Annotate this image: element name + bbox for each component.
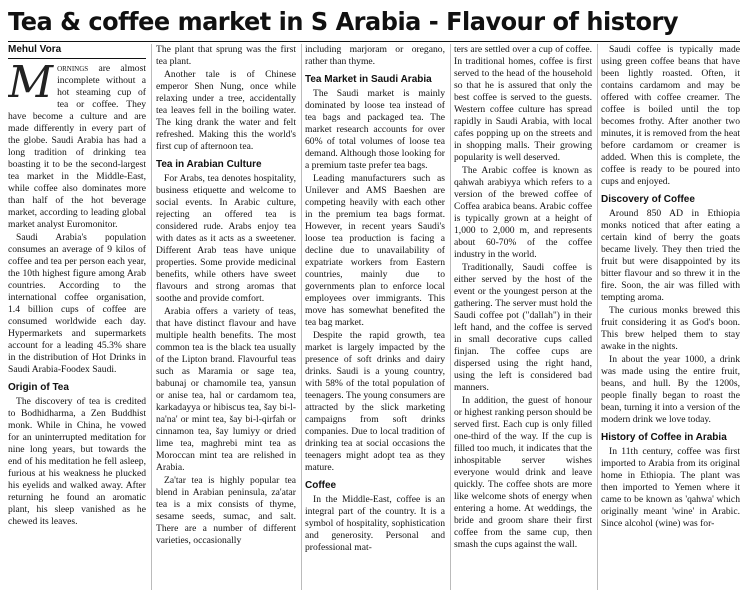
paragraph: Saudi coffee is typically made using green coffee beans that have been lightly roasted. Often, it contains cardamom and may be offered with coffee creamer. The coffee is boiled until the top becomes frothy. After another two minutes, it is removed from the heat before cardamom or creamer is added. When this is complete, the coffee is ready to be poured into cups and enjoyed. xyxy=(601,44,740,187)
subhead-tea-market-in-saudi-arabia: Tea Market in Saudi Arabia xyxy=(305,74,432,85)
column-4 xyxy=(454,44,592,590)
paragraph: The curious monks brewed this fruit considering it as God's boon. This brew helped them to stay awake in the nights. xyxy=(601,305,740,352)
column-2 xyxy=(156,44,296,590)
paragraph: Za'tar tea is highly popular tea blend in Arabian peninsula, za'atar tea is a mix consists of thyme, sesame seeds, sumac, and salt. There are a number of different varieties, occasionally xyxy=(156,475,296,546)
lead-paragraph xyxy=(8,57,146,231)
column-divider xyxy=(301,44,302,590)
subhead-history-of-coffee-in-arabia: History of Coffee in Arabia xyxy=(601,432,727,443)
paragraph: In addition, the guest of honour or highest ranking person should be served first. Each cup is only filled one-third of the way. If the cup is filled too much, it indicates that the inhospitable server wishes everyone would drink and leave quickly. The coffee shots are more like welcome shots of energy when entering a home. At weddings, the bride and groom share their first coffee from the same cup, then smash the cups against the wall. xyxy=(454,395,592,550)
subhead-tea-in-arabian-culture: Tea in Arabian Culture xyxy=(156,159,262,170)
paragraph: Another tale is of Chinese emperor Shen Nung, once while relaxing under a tree, accidentally tea leaves fell in the boiling water. The king drank the water and felt refreshed. Making this the world's first cup of afternoon tea. xyxy=(156,69,296,152)
paragraph: Traditionally, Saudi coffee is either served by the host of the event or the youngest person at the gathering. The server must hold the Saudi coffee pot ("dallah") in their left hand, and the coffee is served in small decorative cups called finjan. The coffee cups are dispersed using the right hand, using the left is considered bad manners. xyxy=(454,262,592,393)
paragraph: In 11th century, coffee was first imported to Arabia from its original home in Ethiopia. The plant was then imported to Yemen where it came to be known as 'qahwa' which originally meant 'wine' in Arabic. Since alcohol (wine) was for- xyxy=(601,446,740,529)
paragraph: In the Middle-East, coffee is an integral part of the country. It is a symbol of hospitality, sophistication and generosity. Personal and professional mat- xyxy=(305,494,445,553)
paragraph: including marjoram or oregano, rather than thyme. xyxy=(305,44,445,67)
paragraph: The discovery of tea is credited to Bodhidharma, a Zen Buddhist monk. While in China, he vowed for an uninterrupted meditation for nine long years, but towards the end of his meditation he fell asleep, furious at his weakness he plucked his eyelids and walked away. After returning he found an aromatic plant, his sleep vanished as he chewed its leaves. xyxy=(8,396,146,527)
lead-word: ornings xyxy=(57,63,89,74)
column-divider xyxy=(597,44,598,590)
paragraph: In about the year 1000, a drink was made using the entire fruit, beans, and hull. By the 1200s, people finally began to roast the bean, turning it into a version of the modern drink we love today. xyxy=(601,354,740,425)
paragraph: Leading manufacturers such as Unilever and AMS Baeshen are competing heavily with each other in the premium tea bags format. However, in recent years Saudi's loose tea production is facing a decline due to unavailability of expatriate workers from Eastern countries, mainly due to governments plan to enforce local employees over immigrants. This move has somewhat benefited the tea bag market. xyxy=(305,173,445,328)
column-5 xyxy=(601,44,740,590)
drop-cap: M xyxy=(8,57,54,108)
paragraph: The Arabic coffee is known as qahwah arabiyya which refers to a version of the brewed coffee of Coffea arabica beans. Arabic coffee is typically grown at a height of 1,000 to 2,000 m, and represents about 60-70% of the coffee industry in the world. xyxy=(454,165,592,260)
column-divider xyxy=(151,44,152,590)
paragraph: Despite the rapid growth, tea market is largely impacted by the presence of soft drinks and dairy drinks. Saudi is a young country, with 58% of the total population of teenagers. The young consumers are attracted by the slick marketing campaigns from soft drinks companies. Due to local tradition of drinking tea at social occasions the teenagers might adopt tea as they mature. xyxy=(305,330,445,473)
headline: Tea & coffee market in S Arabia - Flavour of history xyxy=(8,7,679,36)
subhead-discovery-of-coffee: Discovery of Coffee xyxy=(601,194,695,205)
paragraph: For Arabs, tea denotes hospitality, business etiquette and welcome to social events. In Arabic culture, rejecting an offered tea is considered rude. Arabs enjoy tea with dates as it acts as a sweetener. Different Arab teas have unique properties. Some provide medicinal benefits, while others have sweet flavours and strong aromas that soothe and provide comfort. xyxy=(156,173,296,304)
headline-rule xyxy=(8,41,740,42)
paragraph: The Saudi market is mainly dominated by loose tea instead of tea bags and packaged tea. The market research accounts for over 60% of total volumes of loose tea demand. Although those looking for a premium taste prefer tea bags. xyxy=(305,88,445,171)
lead-text: are almost incomplete without a hot steaming cup of tea or coffee. They have become a culture and are made differently in every part of the globe. Saudi Arabia has had a long tradition of drinking tea boasting it to be the second-largest tea market in the Middle-East, while coffee also dominates more than half of the hot beverage market, according to leading global market analyst Euromonitor. xyxy=(8,63,146,230)
paragraph: The plant that sprung was the first tea plant. xyxy=(156,44,296,67)
paragraph: ters are settled over a cup of coffee. In traditional homes, coffee is first served to the head of the household so that he is assured that only the best coffee is served to the guests. Western coffee culture has spread rapidly in Saudi Arabia, with local cafes popping up on the streets and in shopping malls. Their growing popularity is well deserved. xyxy=(454,44,592,163)
column-divider xyxy=(450,44,451,590)
subhead-origin-of-tea: Origin of Tea xyxy=(8,382,69,393)
paragraph: Around 850 AD in Ethiopia monks noticed that after eating a certain kind of berry the goats became lively. They then tried the fruit but were disappointed by its bitter flavour and so threw it in the fire. Soon, the air was filled with tempting aroma. xyxy=(601,208,740,303)
byline: Mehul Vora xyxy=(8,44,146,59)
subhead-coffee: Coffee xyxy=(305,480,337,491)
column-1 xyxy=(8,44,146,590)
column-3 xyxy=(305,44,445,590)
paragraph: Arabia offers a variety of teas, that have distinct flavour and have multiple health benefits. The most common tea is the black tea usually of the Lipton brand. Flavourful teas such as Maramia or sage tea, babunaj or chamomile tea, yansun or anise tea, hal or cardamom tea, karkadayya or hibiscus tea, šay bi-l-na'na' or mint tea, šay bi-l-qirfah or cinnamon tea, šay lumiyy or dried lime tea, maghrebi mint tea as Moroccan mint tea are relished in Arabia. xyxy=(156,306,296,473)
paragraph: Saudi Arabia's population consumes an average of 9 kilos of coffee and tea per person each year, the 10th highest figure among Arab countries. According to the international coffee organisation, 1.4 billion cups of coffee are consumed worldwide each day. Hypermarkets and supermarkets account for a leading 45.3% share in the distribution of Hot Drinks in Saudi Arabia-Foodex Saudi. xyxy=(8,232,146,375)
